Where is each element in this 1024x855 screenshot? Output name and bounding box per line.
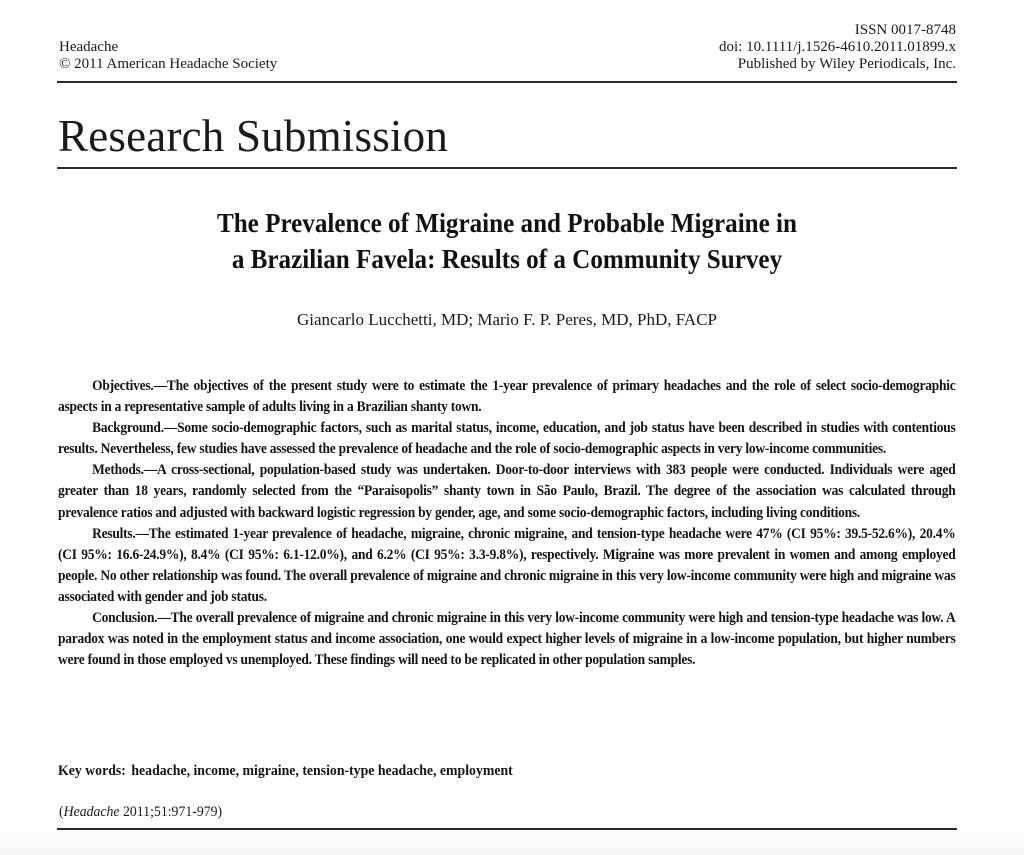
- issn: ISSN 0017-8748: [854, 22, 956, 38]
- article-title: [91, 205, 922, 277]
- abstract-conclusion: [58, 608, 956, 671]
- abstract: [58, 376, 956, 671]
- abstract-text: A cross-sectional, population-based study was undertaken. Door-to-door interviews with 383 people were conducted. Individuals were aged greater than 18 years, randomly selected from the “Paraisopolis” shanty town in São Paulo, Brazil. The degree of the association was calculated through prevalence ratios and adjusted with backward logistic regression by gender, age, and some socio-demographic factors, including living conditions.: [58, 462, 956, 521]
- article-title-line: a Brazilian Favela: Results of a Community Survey: [231, 244, 783, 274]
- abstract-methods: [58, 460, 956, 523]
- abstract-label: Methods.—: [92, 462, 158, 479]
- publication-info: [719, 22, 956, 73]
- article-title-line: The Prevalence of Migraine and Probable Migraine in: [216, 208, 798, 238]
- abstract-objectives: [58, 376, 956, 418]
- key-words: [58, 762, 513, 780]
- abstract-text: Some socio-demographic factors, such as marital status, income, education, and job status have been described in studies with contentious results. Nevertheless, few studies have assessed the prevalence of headache and the role of socio-demographic aspects in very low-income communities.: [58, 420, 956, 458]
- citation-journal: Headache: [63, 804, 120, 820]
- abstract-label: Results.—: [92, 525, 149, 542]
- citation: [59, 803, 222, 821]
- author-list: Giancarlo Lucchetti, MD; Mario F. P. Peres, MD, PhD, FACP: [297, 310, 717, 329]
- abstract-label: Objectives.—: [92, 378, 167, 394]
- publisher: Published by Wiley Periodicals, Inc.: [737, 56, 956, 72]
- section-heading: Research Submission: [58, 111, 449, 161]
- abstract-label: Conclusion.—: [92, 610, 171, 627]
- doi: doi: 10.1111/j.1526-4610.2011.01899.x: [719, 39, 956, 55]
- abstract-label: Background.—: [92, 420, 178, 437]
- citation-open: (: [59, 804, 64, 820]
- journal-info: [59, 39, 277, 73]
- section-rule: [57, 167, 957, 169]
- footer-rule: [57, 828, 957, 830]
- key-words-terms: headache, income, migraine, tension-type headache, employment: [131, 763, 513, 779]
- abstract-text: The estimated 1-year prevalence of headache, migraine, chronic migraine, and tension-type headache were 47% (CI 95%: 39.5-52.6%), 20.4% (CI 95%: 16.6-24.9%), 8.4% (CI 95%: 6.1-12.0%), and 6.2% (CI 95%: 3.3-9.8%), respectively. Migraine was more prevalent in women and among employed people. No other relationship was found. The overall prevalence of migraine and chronic migraine in this very low-income community were high and migraine was associated with gender and job status.: [58, 525, 956, 605]
- citation-details: 2011;51:971-979): [119, 804, 223, 820]
- copyright-notice: © 2011 American Headache Society: [59, 56, 278, 72]
- abstract-background: [58, 418, 956, 460]
- abstract-text: The objectives of the present study were to estimate the 1-year prevalence of primary headaches and the role of select socio-demographic aspects in a representative sample of adults living in a Brazilian shanty town.: [58, 378, 956, 416]
- abstract-results: [58, 524, 956, 608]
- key-words-label: Key words:: [58, 763, 126, 779]
- header-rule: [57, 81, 957, 83]
- abstract-text: The overall prevalence of migraine and chronic migraine in this very low-income community were high and tension-type headache was low. A paradox was noted in the employment status and income association, one would expect higher levels of migraine in a low-income population, but higher numbers were found in those employed vs unemployed. These findings will need to be replicated in other population samples.: [58, 610, 956, 669]
- journal-name: Headache: [59, 39, 119, 55]
